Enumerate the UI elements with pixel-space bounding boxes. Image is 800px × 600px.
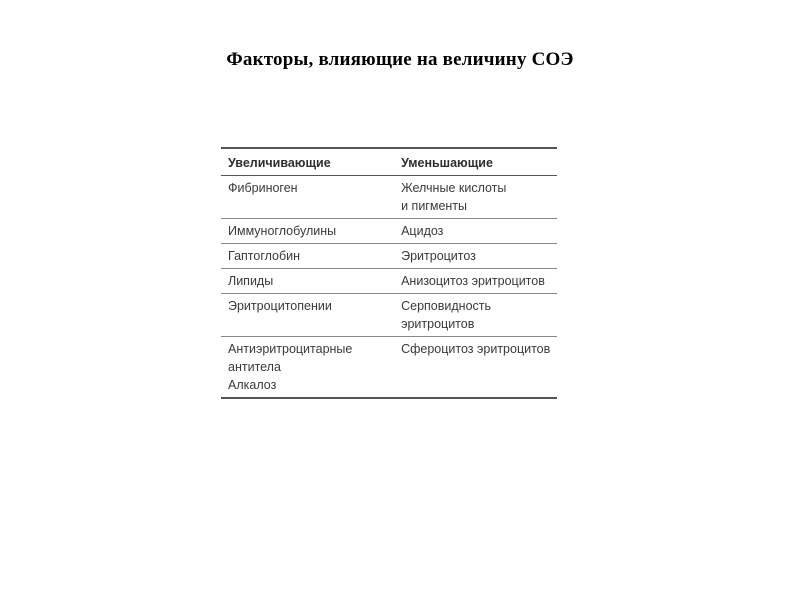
cell-line: Липиды bbox=[228, 274, 274, 288]
cell-line: Иммуноглобулины bbox=[228, 224, 337, 238]
header-row bbox=[221, 148, 557, 176]
header-decreasing: Уменьшающие bbox=[394, 148, 557, 176]
cell-line: Фибриноген bbox=[228, 181, 298, 195]
cell-line: Ацидоз bbox=[401, 224, 444, 238]
cell-increasing bbox=[221, 294, 394, 337]
cell-line: Серповидность bbox=[401, 299, 492, 313]
table-row bbox=[221, 269, 557, 294]
cell-line: антитела bbox=[228, 360, 281, 374]
cell-line: Антиэритроцитарные bbox=[228, 342, 353, 356]
table-row bbox=[221, 219, 557, 244]
cell-line: и пигменты bbox=[401, 199, 468, 213]
esr-factors-table bbox=[221, 147, 557, 399]
cell-line: Эритроцитопении bbox=[228, 299, 332, 313]
table-header bbox=[221, 148, 557, 176]
cell-line: Алкалоз bbox=[228, 378, 277, 392]
cell-increasing bbox=[221, 176, 394, 219]
table-row bbox=[221, 337, 557, 399]
cell-decreasing bbox=[394, 176, 557, 219]
factors-table-container bbox=[221, 147, 557, 399]
cell-increasing bbox=[221, 219, 394, 244]
table-row bbox=[221, 244, 557, 269]
table-body bbox=[221, 176, 557, 399]
cell-decreasing bbox=[394, 244, 557, 269]
cell-decreasing bbox=[394, 294, 557, 337]
cell-line: Желчные кислоты bbox=[401, 181, 507, 195]
table-row bbox=[221, 294, 557, 337]
cell-line: Эритроцитоз bbox=[401, 249, 476, 263]
table-row bbox=[221, 176, 557, 219]
header-increasing: Увеличивающие bbox=[221, 148, 394, 176]
cell-decreasing bbox=[394, 337, 557, 399]
cell-decreasing bbox=[394, 219, 557, 244]
cell-line: Гаптоглобин bbox=[228, 249, 301, 263]
cell-line: Сфероцитоз эритроцитов bbox=[401, 342, 551, 356]
cell-increasing bbox=[221, 269, 394, 294]
cell-line: эритроцитов bbox=[401, 317, 475, 331]
cell-increasing bbox=[221, 337, 394, 399]
cell-increasing bbox=[221, 244, 394, 269]
cell-decreasing bbox=[394, 269, 557, 294]
slide-title: Факторы, влияющие на величину СОЭ bbox=[226, 49, 574, 70]
cell-line: Анизоцитоз эритроцитов bbox=[401, 274, 545, 288]
